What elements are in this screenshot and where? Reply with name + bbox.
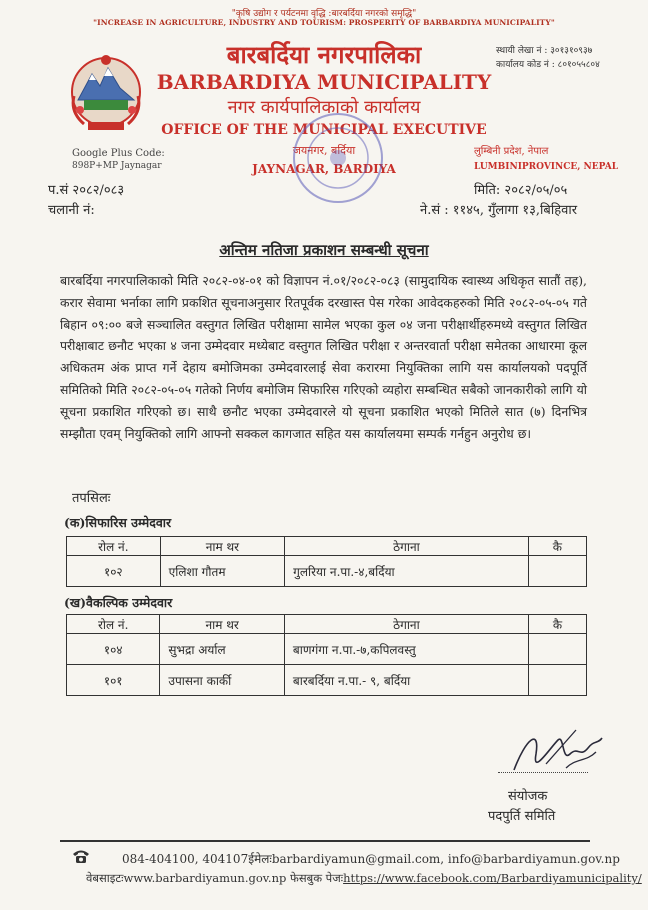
nepal-sambat-date: ने.सं : ११४५, गुँलागा १३,बिहिवार <box>420 203 578 218</box>
cell-roll: १०१ <box>67 665 160 696</box>
table-row <box>67 634 587 665</box>
cell-address: बारबर्दिया न.पा.- ९, बर्दिया <box>284 665 528 696</box>
office-title-english: OFFICE OF THE MUNICIPAL EXECUTIVE <box>161 122 487 138</box>
pan-number: स्थायी लेखा नं : ३०१३१०९३७ <box>496 46 593 56</box>
signature-line <box>498 772 588 773</box>
municipality-title-english: BARBARDIYA MUNICIPALITY <box>156 70 492 94</box>
cell-name: उपासना कार्की <box>160 665 284 696</box>
details-label: तपसिलः <box>72 491 111 506</box>
column-remarks: कै <box>528 537 586 556</box>
cell-remarks <box>528 665 586 696</box>
cell-name: एलिशा गौतम <box>160 556 284 587</box>
column-remarks: कै <box>528 615 586 634</box>
website-label: वेबसाइटःwww.barbardiyamun.gov.np फेसबुक पेजः <box>86 871 344 885</box>
municipality-title-nepali: बारबर्दिया नगरपालिका <box>226 40 422 69</box>
office-stamp-icon <box>288 108 388 208</box>
location-english: JAYNAGAR, BARDIYA <box>252 162 396 176</box>
province-english: LUMBINIPROVINCE, NEPAL <box>474 162 619 172</box>
slogan-nepali: "कृषि उद्योग र पर्यटनमा वृद्धि :बारबर्दिया नगरको समृद्धि" <box>231 9 417 19</box>
footer-divider <box>60 840 590 842</box>
office-code: कार्यालय कोड नं : ८०१०५५८०४ <box>496 60 600 70</box>
google-plus-code: 898P+MP Jaynagar <box>72 161 162 171</box>
footer-contact: 084-404100, 404107ईमेलःbarbardiyamun@gmail.com, info@barbardiyamun.gov.np <box>122 852 620 866</box>
table-header-row <box>67 615 587 634</box>
table-row <box>67 665 587 696</box>
column-roll: रोल नं. <box>67 615 160 634</box>
cell-remarks <box>528 634 586 665</box>
signatory-committee: पदपुर्ति समिति <box>488 809 556 824</box>
office-title-nepali: नगर कार्यपालिकाको कार्यालय <box>227 97 421 118</box>
alternate-candidates-table <box>66 614 587 696</box>
section-recommended-title: (क)सिफारिस उम्मेदवार <box>64 515 172 530</box>
column-roll: रोल नं. <box>67 537 161 556</box>
phone-icon <box>72 848 90 864</box>
cell-remarks <box>528 556 586 587</box>
signature-icon <box>506 718 606 788</box>
notice-body: बारबर्दिया नगरपालिकाको मिति २०८२-०४-०१ को विज्ञापन नं.०१/२०८२-०८३ (सामुदायिक स्वास्थ्य अधिकृत सातौं तह), करार सेवामा भर्नाका लागि प्रकशित सूचनाअनुसार रितपूर्वक दरखास्त पेस गरेका आवेदकहरुको मिति २०८२-०५-०५ गते बिहान ०९:०० बजे सञ्चालित वस्तुगत लिखित परीक्षामा सामेल भएका कुल ०४ जना परीक्षार्थीहरुमध्ये वस्तुगत लिखित परीक्षाबाट छनौट भएका ४ जना उम्मेदवार मध्येबाट वस्तुगत लिखित परीक्षा र अन्तरवार्ता परीक्षा समेतका आधारमा कूल अधिकतम अंक प्राप्त गर्ने देहाय बमोजिमका उम्मेदवारलाई सेवा करारमा नियुक्तिका लागि यस कार्यालयको पदपूर्ति समितिको मिति २०८२-०५-०५ गतेको निर्णय बमोजिम सिफारिस गरिएको व्यहोरा सम्बन्धित सबैको जानकारीको लागि यो सूचना प्रकाशित गरिएको छ। साथै छनौट भएका उम्मेदवारले यो सूचना प्रकाशित भएको मितिले सात (७) दिनभित्र सम्झौता एवम् नियुक्तिको लागि आफ्नो सक्कल कागजात सहित यस कार्यालयमा सम्पर्क गर्नहुन अनुरोध छ। <box>60 273 587 441</box>
footer-web <box>86 871 642 886</box>
cell-address: बाणगंगा न.पा.-७,कपिलवस्तु <box>284 634 528 665</box>
province-nepali: लुम्बिनी प्रदेश, नेपाल <box>474 146 549 157</box>
issue-date: मिति: २०८२/०५/०५ <box>474 183 568 198</box>
dispatch-number: चलानी नं: <box>48 203 95 218</box>
recommended-candidates-table <box>66 536 587 587</box>
cell-roll: १०२ <box>67 556 161 587</box>
slogan-english: "INCREASE IN AGRICULTURE, INDUSTRY AND TOURISM: PROSPERITY OF BARBARDIYA MUNICIPALITY" <box>93 18 555 27</box>
section-alternate-title: (ख)वैकल्पिक उम्मेदवार <box>64 595 173 610</box>
signatory-title: संयोजक <box>508 789 548 804</box>
facebook-link[interactable]: https://www.facebook.com/Barbardiyamunicipality/ <box>343 871 642 885</box>
column-name: नाम थर <box>160 615 284 634</box>
column-address: ठेगाना <box>285 537 529 556</box>
cell-name: सुभद्रा अर्याल <box>160 634 284 665</box>
column-name: नाम थर <box>160 537 284 556</box>
table-row <box>67 556 587 587</box>
google-plus-code-label: Google Plus Code: <box>72 148 165 159</box>
reference-number: प.सं २०८२/०८३ <box>48 183 125 198</box>
table-header-row <box>67 537 587 556</box>
cell-address: गुलरिया न.पा.-४,बर्दिया <box>285 556 529 587</box>
column-address: ठेगाना <box>284 615 528 634</box>
location-nepali: जयनगर, बर्दिया <box>292 144 356 157</box>
cell-roll: १०४ <box>67 634 160 665</box>
notice-heading: अन्तिम नतिजा प्रकाशन सम्बन्धी सूचना <box>219 241 429 259</box>
